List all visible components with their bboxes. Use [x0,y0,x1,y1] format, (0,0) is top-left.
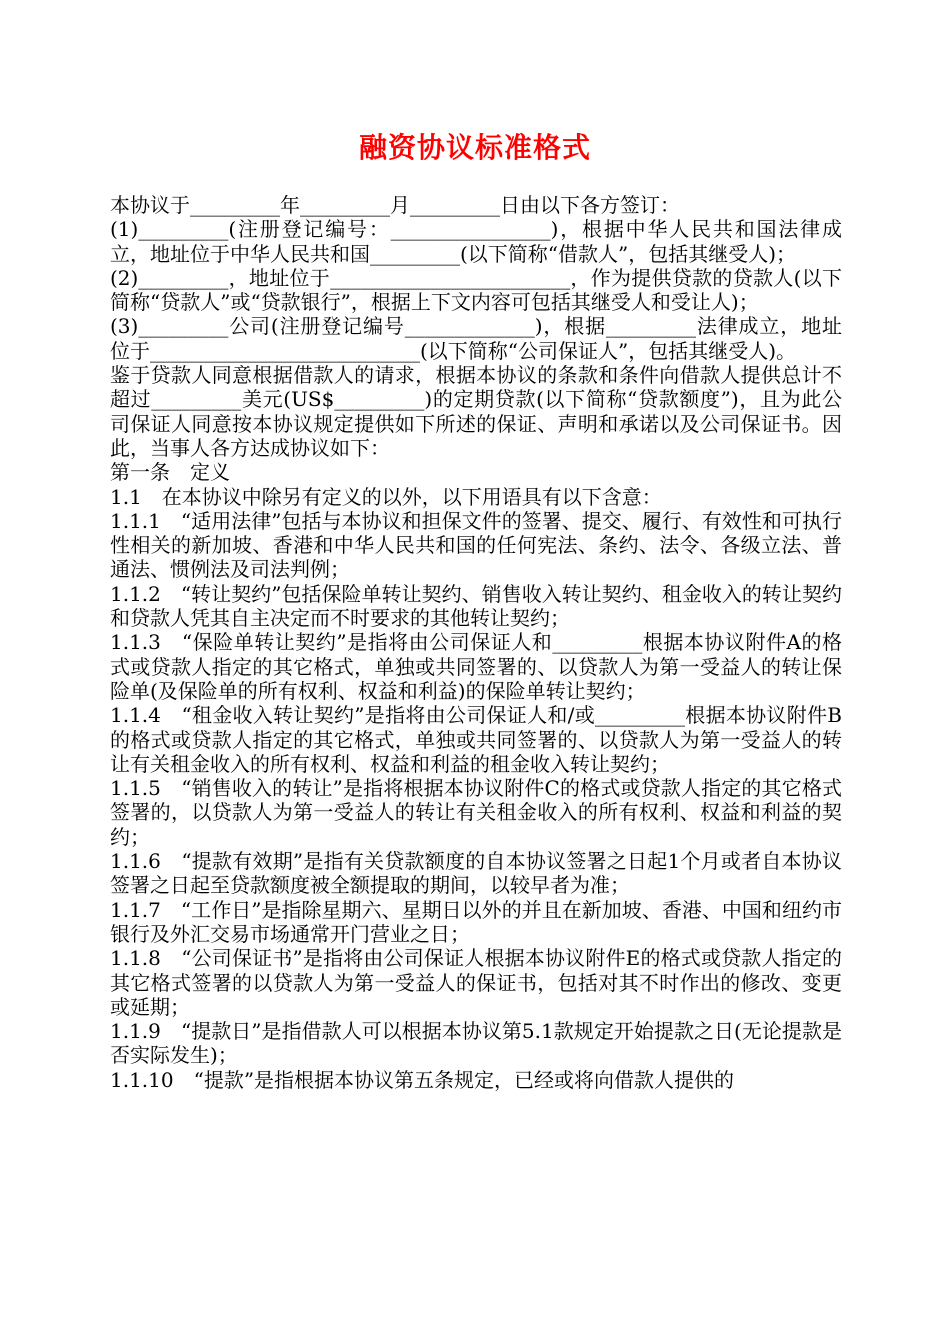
clause-1-1-8: 1.1.8 “公司保证书”是指将由公司保证人根据本协议附件E的格式或贷款人指定的其它格式签署的以贷款人为第一受益人的保证书，包括对其不时作出的修改、变更或延期； [110,946,842,1019]
party-3-paragraph: (3)_________公司(注册登记编号_____________)，根据_________法律成立，地址位于___________________________(以下简称“公司保证人”，包括其继受人)。 [110,314,842,363]
clause-1-1-5: 1.1.5 “销售收入的转让”是指将根据本协议附件C的格式或贷款人指定的其它格式签署的，以贷款人为第一受益人的转让有关租金收入的所有权利、权益和利益的契约； [110,776,842,849]
clause-1-1-10: 1.1.10 “提款”是指根据本协议第五条规定，已经或将向借款人提供的 [110,1067,735,1092]
preamble-date-line: 本协议于_________年_________月_________日由以下各方签订： [110,193,680,217]
party-2-paragraph: (2)_________，地址位于________________________，作为提供贷款的贷款人(以下简称“贷款人”或“贷款银行”，根据上下文内容可包括其继受人和受让人)； [110,265,842,315]
clause-1-1: 1.1 在本协议中除另有定义的以外，以下用语具有以下含意： [110,484,662,509]
page-title: 融资协议标准格式 [358,131,591,164]
recital-paragraph: 鉴于贷款人同意根据借款人的请求，根据本协议的条款和条件向借款人提供总计不超过_________美元(US$_________)的定期贷款(以下简称“贷款额度”)，且为此公司保证人同意按本协议规定提供如下所述的保证、声明和承诺以及公司保证书。因此，当事人各方达成协议如下： [110,363,842,460]
clause-1-1-6: 1.1.6 “提款有效期”是指有关贷款额度的自本协议签署之日起1个月或者自本协议签署之日起至贷款额度被全额提取的期间，以较早者为准； [110,849,842,898]
clause-1-1-4: 1.1.4 “租金收入转让契约”是指将由公司保证人和/或_________根据本协议附件B的格式或贷款人指定的其它格式，单独或共同签署的、以贷款人为第一受益人的转让有关租金收入的所有权利、权益和利益的租金收入转让契约； [110,703,842,776]
clause-1-1-3: 1.1.3 “保险单转让契约”是指将由公司保证人和_________根据本协议附件A的格式或贷款人指定的其它格式，单独或共同签署的、以贷款人为第一受益人的转让保险单(及保险单的所有权利、权益和利益)的保险单转让契约； [110,630,842,703]
party-1-paragraph: (1)_________(注册登记编号：________________)，根据中华人民共和国法律成立，地址位于中华人民共和国_________(以下简称“借款人”，包括其继受人)； [110,217,842,266]
clause-1-1-2: 1.1.2 “转让契约”包括保险单转让契约、销售收入转让契约、租金收入的转让契约和贷款人凭其自主决定而不时要求的其他转让契约； [110,581,842,631]
article-1-heading: 第一条 定义 [110,460,230,485]
clause-1-1-9: 1.1.9 “提款日”是指借款人可以根据本协议第5.1款规定开始提款之日(无论提款是否实际发生)； [110,1019,842,1068]
clause-1-1-1: 1.1.1 “适用法律”包括与本协议和担保文件的签署、提交、履行、有效性和可执行性相关的新加坡、香港和中华人民共和国的任何宪法、条约、法令、各级立法、普通法、惯例法及司法判例； [110,508,842,582]
document-body [110,193,842,1092]
clause-1-1-7: 1.1.7 “工作日”是指除星期六、星期日以外的并且在新加坡、香港、中国和纽约市银行及外汇交易市场通常开门营业之日； [110,897,842,946]
